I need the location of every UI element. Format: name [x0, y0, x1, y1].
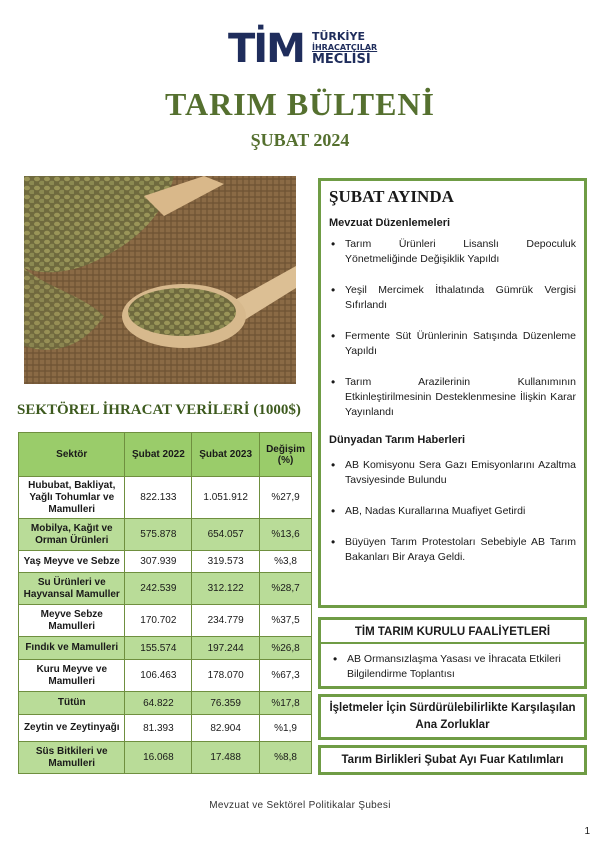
sector-cell: Meyve Sebze Mamulleri: [19, 605, 125, 637]
february-summary-box: [318, 178, 587, 608]
change-cell: %28,7: [260, 573, 312, 605]
value-2023-cell: 76.359: [192, 692, 260, 715]
value-2023-cell: 1.051.912: [192, 477, 260, 519]
lentils-photo: [24, 176, 296, 384]
column-header-sector: Sektör: [19, 433, 125, 477]
column-header-feb-2022: Şubat 2022: [125, 433, 192, 477]
value-2022-cell: 16.068: [125, 742, 192, 774]
sector-cell: Mobilya, Kağıt ve Orman Ürünleri: [19, 519, 125, 551]
value-2022-cell: 106.463: [125, 660, 192, 692]
value-2022-cell: 575.878: [125, 519, 192, 551]
table-row: [19, 573, 312, 605]
table-row: [19, 551, 312, 573]
change-cell: %37,5: [260, 605, 312, 637]
value-2023-cell: 82.904: [192, 715, 260, 742]
list-item: • Büyüyen Tarım Protestoları Sebebiyle AB Tarım Bakanları Bir Araya Geldi.: [329, 535, 576, 565]
table-row: [19, 715, 312, 742]
sector-cell: Süs Bitkileri ve Mamulleri: [19, 742, 125, 774]
table-row: [19, 519, 312, 551]
february-summary-heading: ŞUBAT AYINDA: [329, 187, 454, 206]
value-2023-cell: 319.573: [192, 551, 260, 573]
table-row: [19, 477, 312, 519]
sector-cell: Yaş Meyve ve Sebze: [19, 551, 125, 573]
table-header-row: [19, 433, 312, 477]
change-cell: %8,8: [260, 742, 312, 774]
page-title: TARIM BÜLTENİ: [165, 86, 435, 122]
list-item: • Tarım Arazilerinin Kullanımının Etkinleştirilmesinin Desteklenmesine İlişkin Karar Yayınlandı: [329, 375, 576, 420]
logo-mark: TİM: [228, 26, 304, 72]
sustainability-challenges-label: İşletmeler İçin Sürdürülebilirlikte Karşılaşılan Ana Zorluklar: [329, 702, 576, 731]
logo-line-3: MECLİSİ: [311, 52, 371, 67]
change-cell: %67,3: [260, 660, 312, 692]
change-cell: %27,9: [260, 477, 312, 519]
world-news-list: [329, 458, 576, 565]
value-2023-cell: 197.244: [192, 637, 260, 660]
world-news-heading: Dünyadan Tarım Haberleri: [329, 434, 466, 446]
exports-heading: SEKTÖREL İHRACAT VERİLERİ (1000$): [17, 402, 301, 418]
change-cell: %13,6: [260, 519, 312, 551]
value-2023-cell: 654.057: [192, 519, 260, 551]
page-subtitle: ŞUBAT 2024: [250, 130, 350, 150]
value-2023-cell: 17.488: [192, 742, 260, 774]
list-item: • AB, Nadas Kurallarına Muafiyet Getirdi: [329, 504, 576, 519]
footer-text: Mevzuat ve Sektörel Politikalar Şubesi: [209, 800, 391, 811]
logo-text: [312, 31, 377, 67]
table-row: [19, 660, 312, 692]
committee-activities-heading: TİM TARIM KURULU FAALİYETLERİ: [354, 626, 551, 638]
sector-cell: Hububat, Bakliyat, Yağlı Tohumlar ve Mamulleri: [19, 477, 125, 519]
logo-line-1: TÜRKİYE: [311, 30, 365, 43]
logo-line-2: İHRACATÇILAR: [311, 43, 378, 52]
table-row: [19, 637, 312, 660]
change-cell: %17,8: [260, 692, 312, 715]
regulations-heading: Mevzuat Düzenlemeleri: [329, 217, 451, 229]
value-2023-cell: 234.779: [192, 605, 260, 637]
sector-cell: Tütün: [19, 692, 125, 715]
page-number: 1: [584, 826, 590, 837]
table-row: [19, 605, 312, 637]
value-2022-cell: 64.822: [125, 692, 192, 715]
regulations-list: [329, 237, 576, 420]
fair-participation-box: [318, 745, 587, 775]
divider: [321, 642, 584, 644]
list-item: • Fermente Süt Ürünlerinin Satışında Düzenleme Yapıldı: [329, 329, 576, 359]
committee-activities-box: [318, 617, 587, 689]
list-item: • Tarım Ürünleri Lisanslı Depoculuk Yönetmeliğinde Değişiklik Yapıldı: [329, 237, 576, 267]
sector-cell: Fındık ve Mamulleri: [19, 637, 125, 660]
list-item: • Yeşil Mercimek İthalatında Gümrük Vergisi Sıfırlandı: [329, 283, 576, 313]
value-2022-cell: 307.939: [125, 551, 192, 573]
value-2023-cell: 312.122: [192, 573, 260, 605]
column-header-feb-2023: Şubat 2023: [192, 433, 260, 477]
fair-participation-label: Tarım Birlikleri Şubat Ayı Fuar Katılımları: [341, 754, 564, 766]
value-2023-cell: 178.070: [192, 660, 260, 692]
value-2022-cell: 242.539: [125, 573, 192, 605]
value-2022-cell: 170.702: [125, 605, 192, 637]
value-2022-cell: 155.574: [125, 637, 192, 660]
sector-cell: Zeytin ve Zeytinyağı: [19, 715, 125, 742]
committee-activities-list: [329, 652, 576, 682]
exports-table: [18, 432, 312, 774]
list-item: • AB Komisyonu Sera Gazı Emisyonlarını Azaltma Tavsiyesinde Bulundu: [329, 458, 576, 488]
column-header-change: Değişim (%): [260, 433, 312, 477]
sector-cell: Su Ürünleri ve Hayvansal Mamuller: [19, 573, 125, 605]
value-2022-cell: 81.393: [125, 715, 192, 742]
value-2022-cell: 822.133: [125, 477, 192, 519]
list-item: • AB Ormansızlaşma Yasası ve İhracata Etkileri Bilgilendirme Toplantısı: [329, 652, 576, 682]
sustainability-challenges-box: [318, 694, 587, 740]
sector-cell: Kuru Meyve ve Mamulleri: [19, 660, 125, 692]
change-cell: %1,9: [260, 715, 312, 742]
change-cell: %26,8: [260, 637, 312, 660]
tim-logo: [228, 26, 388, 72]
change-cell: %3,8: [260, 551, 312, 573]
table-row: [19, 692, 312, 715]
table-row: [19, 742, 312, 774]
